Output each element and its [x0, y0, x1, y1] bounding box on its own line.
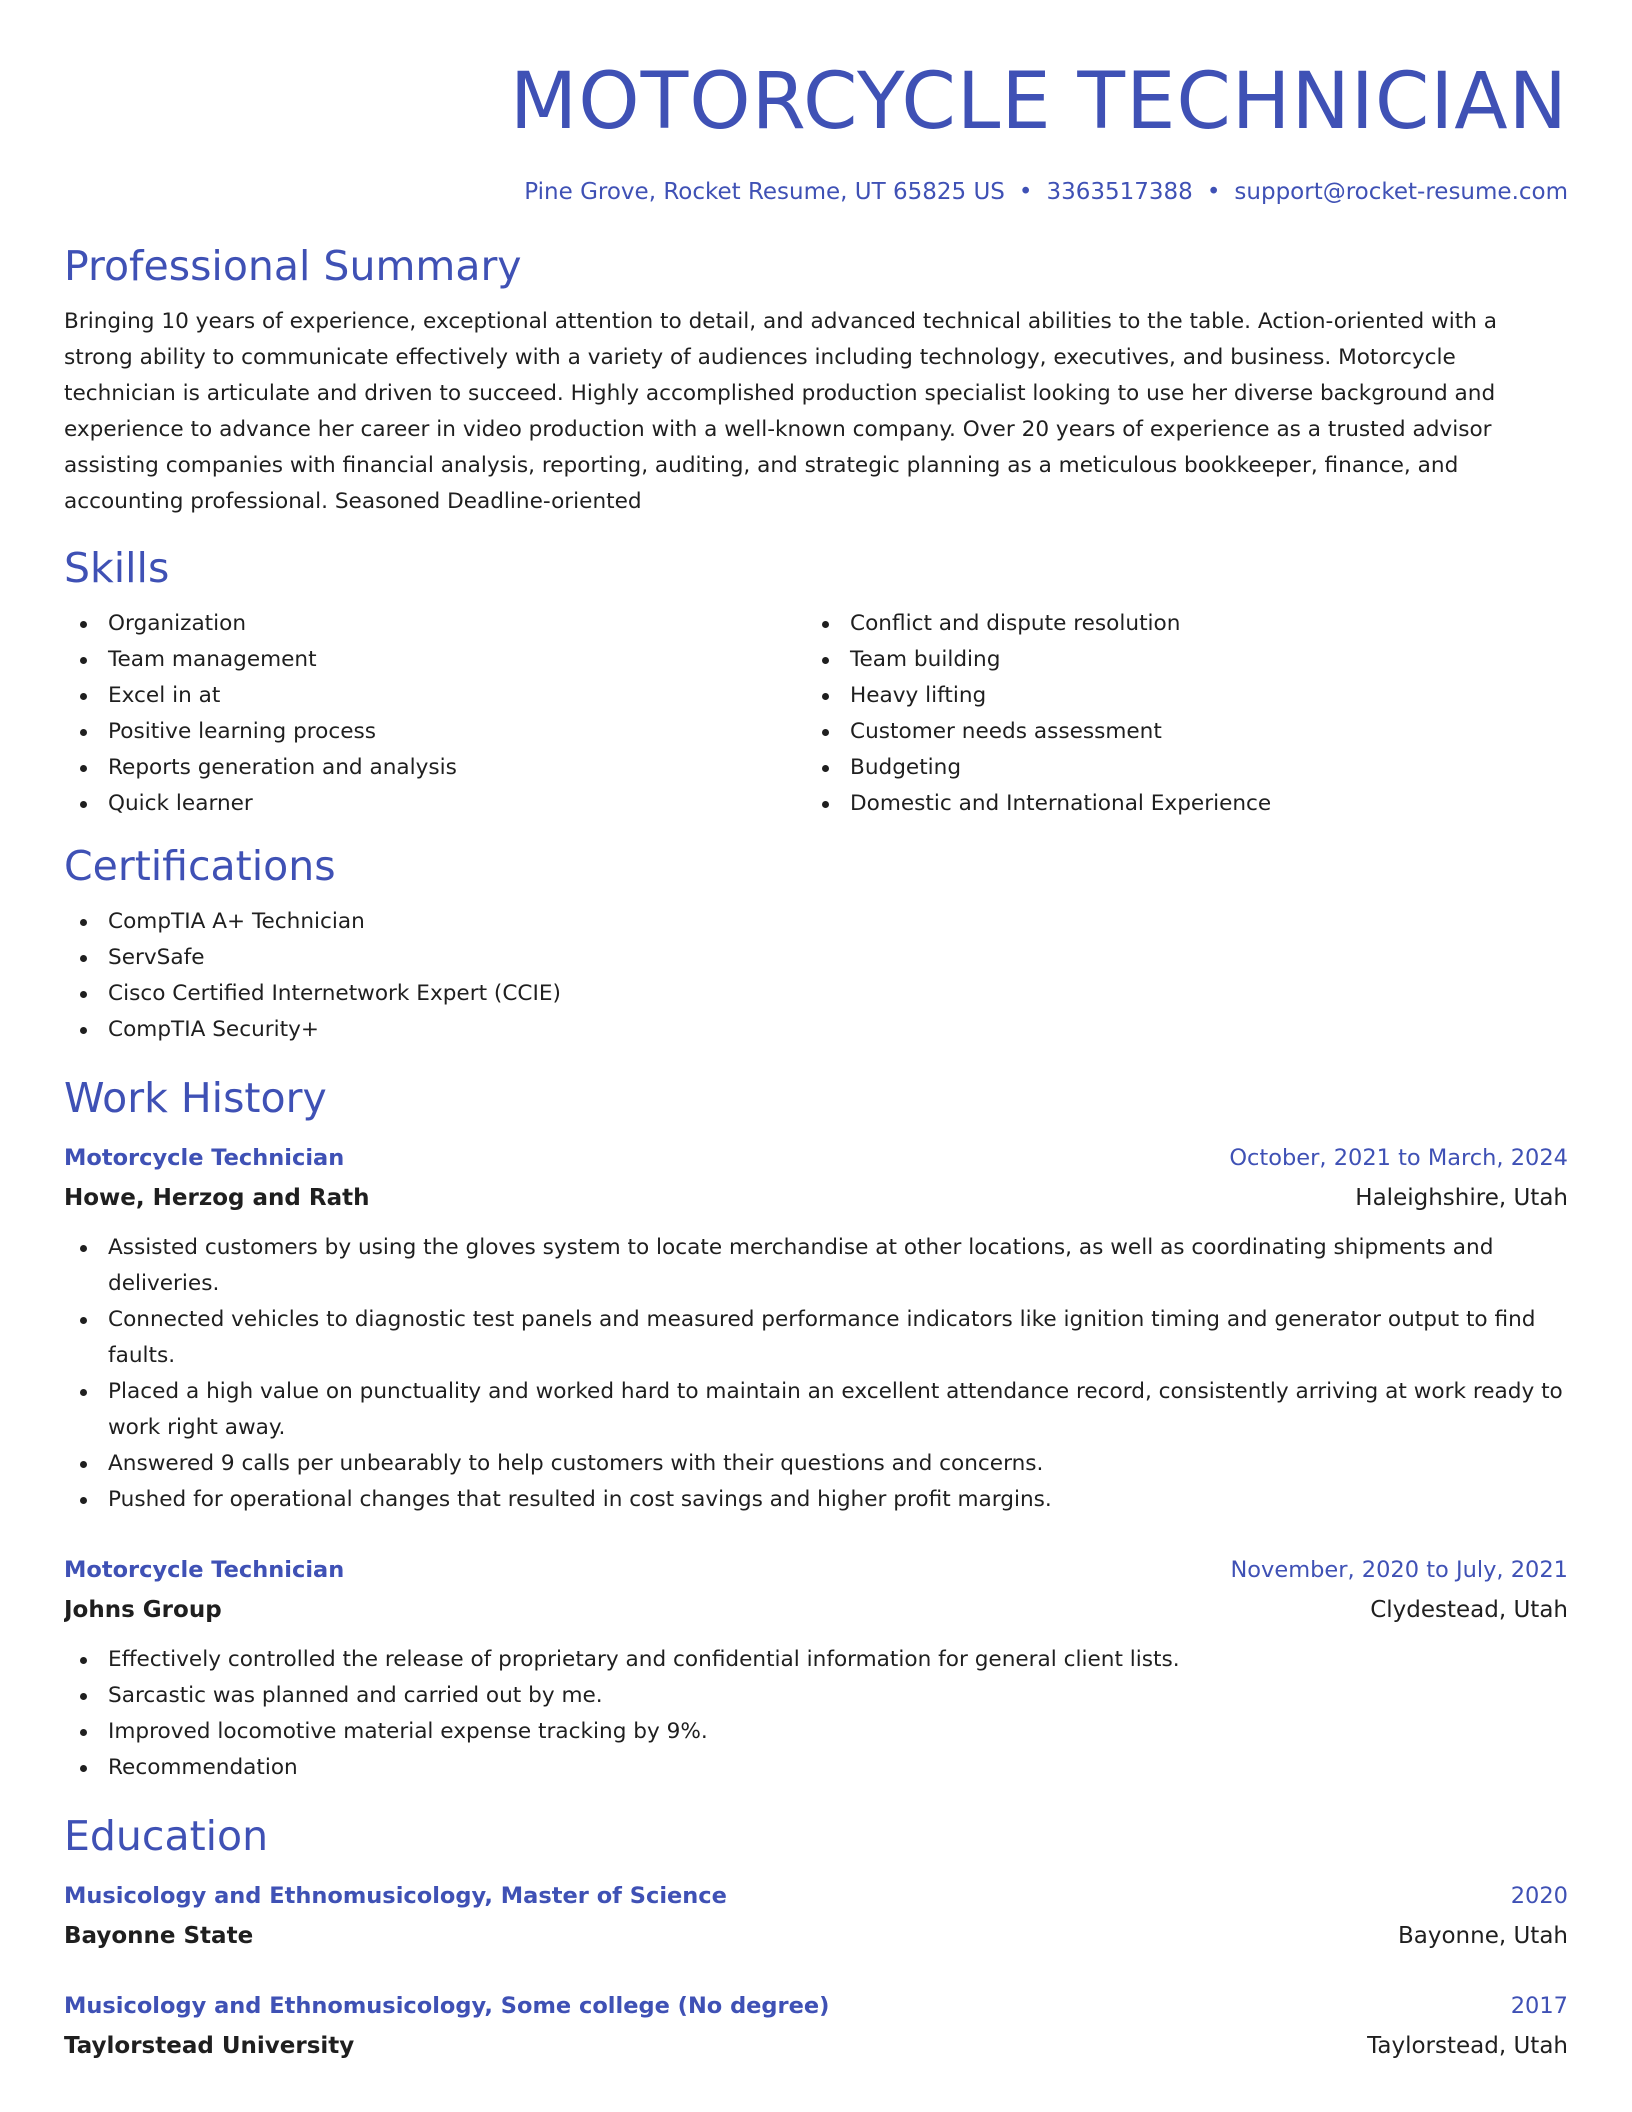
- job-header-row: [64, 1138, 1568, 1178]
- work-history-section: [64, 1072, 1568, 1786]
- job-company-row: [64, 1590, 1568, 1630]
- skill-item: Customer needs assessment: [806, 714, 1548, 750]
- education-year: 2020: [1510, 1883, 1568, 1909]
- job-company: Howe, Herzog and Rath: [64, 1185, 370, 1211]
- education-location: Taylorstead, Utah: [1367, 2033, 1568, 2059]
- certifications-section: [64, 840, 1568, 1048]
- contact-separator: •: [1018, 179, 1033, 205]
- education-degree: Musicology and Ethnomusicology, Master of Science: [64, 1883, 727, 1909]
- job-duty: Assisted customers by using the gloves system to locate merchandise at other locations, as well as coordinating shipments and deliveries.: [64, 1230, 1568, 1302]
- phone-text: 3363517388: [1046, 179, 1193, 205]
- job-dates: October, 2021 to March, 2024: [1229, 1145, 1568, 1171]
- job-role: Motorcycle Technician: [64, 1145, 345, 1171]
- skill-item: Quick learner: [64, 786, 806, 822]
- certification-item: Cisco Certified Internetwork Expert (CCIE): [64, 976, 1568, 1012]
- job-duty: Recommendation: [64, 1750, 1568, 1786]
- education-location: Bayonne, Utah: [1397, 1923, 1568, 1949]
- job-entry: [64, 1138, 1568, 1518]
- skills-section: [64, 542, 1568, 822]
- job-dates: November, 2020 to July, 2021: [1230, 1557, 1568, 1583]
- job-header-row: [64, 1550, 1568, 1590]
- work-history-heading: Work History: [64, 1074, 327, 1122]
- contact-separator: •: [1206, 179, 1221, 205]
- skill-item: Conflict and dispute resolution: [806, 606, 1548, 642]
- job-company-row: [64, 1178, 1568, 1218]
- education-header-row: [64, 1876, 1568, 1916]
- job-duty: Sarcastic was planned and carried out by me.: [64, 1678, 1568, 1714]
- certification-item: ServSafe: [64, 940, 1568, 976]
- skill-item: Team building: [806, 642, 1548, 678]
- job-duty: Effectively controlled the release of proprietary and confidential information for general client lists.: [64, 1642, 1568, 1678]
- summary-text: Bringing 10 years of experience, exceptional attention to detail, and advanced technical abilities to the table. Action-oriented with a strong ability to communicate effectively with a variety of audiences including technology, executives, and business. Motorcycle technician is articulate and driven to succeed. Highly accomplished production specialist looking to use her diverse background and experience to advance her career in video production with a well-known company. Over 20 years of experience as a trusted advisor assisting companies with financial analysis, reporting, auditing, and strategic planning as a meticulous bookkeeper, finance, and accounting professional. Seasoned Deadline-oriented: [64, 309, 1498, 514]
- job-duty: Placed a high value on punctuality and worked hard to maintain an excellent attendance record, consistently arriving at work ready to work right away.: [64, 1374, 1568, 1446]
- job-company: Johns Group: [64, 1597, 222, 1623]
- education-school: Bayonne State: [64, 1923, 254, 1949]
- certification-item: CompTIA A+ Technician: [64, 904, 1568, 940]
- job-role: Motorcycle Technician: [64, 1557, 345, 1583]
- skills-right-list: [806, 606, 1548, 822]
- skill-item: Heavy lifting: [806, 678, 1548, 714]
- education-school: Taylorstead University: [64, 2033, 355, 2059]
- education-section: [64, 1810, 1568, 2066]
- education-header-row: [64, 1986, 1568, 2026]
- skills-heading: Skills: [64, 544, 170, 592]
- education-entry: [64, 1986, 1568, 2066]
- job-duty: Pushed for operational changes that resulted in cost savings and higher profit margins.: [64, 1482, 1568, 1518]
- skills-left-list: [64, 606, 806, 822]
- skill-item: Excel in at: [64, 678, 806, 714]
- skill-item: Budgeting: [806, 750, 1548, 786]
- skill-item: Reports generation and analysis: [64, 750, 806, 786]
- job-duty: Answered 9 calls per unbearably to help customers with their questions and concerns.: [64, 1446, 1568, 1482]
- education-school-row: [64, 1916, 1568, 1956]
- skill-item: Positive learning process: [64, 714, 806, 750]
- summary-section: [64, 240, 1568, 520]
- certifications-list: [64, 904, 1568, 1048]
- skills-columns: [64, 606, 1568, 822]
- summary-heading: Professional Summary: [64, 242, 522, 290]
- skill-item: Team management: [64, 642, 806, 678]
- job-location: Haleighshire, Utah: [1355, 1185, 1568, 1211]
- certification-item: CompTIA Security+: [64, 1012, 1568, 1048]
- education-heading: Education: [64, 1812, 269, 1860]
- job-duties-list: [64, 1230, 1568, 1518]
- job-duty: Improved locomotive material expense tracking by 9%.: [64, 1714, 1568, 1750]
- education-entry: [64, 1876, 1568, 1956]
- education-degree: Musicology and Ethnomusicology, Some college (No degree): [64, 1993, 830, 2019]
- resume-title: MOTORCYCLE TECHNICIAN: [509, 57, 1568, 147]
- skill-item: Domestic and International Experience: [806, 786, 1548, 822]
- education-year: 2017: [1510, 1993, 1568, 2019]
- email-text: support@rocket-resume.com: [1234, 179, 1568, 205]
- skill-item: Organization: [64, 606, 806, 642]
- resume-page: [64, 0, 1568, 2112]
- certifications-heading: Certifications: [64, 842, 336, 890]
- job-entry: [64, 1550, 1568, 1786]
- address-text: Pine Grove, Rocket Resume, UT 65825 US: [524, 179, 1005, 205]
- job-location: Clydestead, Utah: [1370, 1597, 1568, 1623]
- job-duty: Connected vehicles to diagnostic test panels and measured performance indicators like ignition timing and generator output to find faults.: [64, 1302, 1568, 1374]
- job-duties-list: [64, 1642, 1568, 1786]
- education-school-row: [64, 2026, 1568, 2066]
- contact-line: [64, 176, 1568, 208]
